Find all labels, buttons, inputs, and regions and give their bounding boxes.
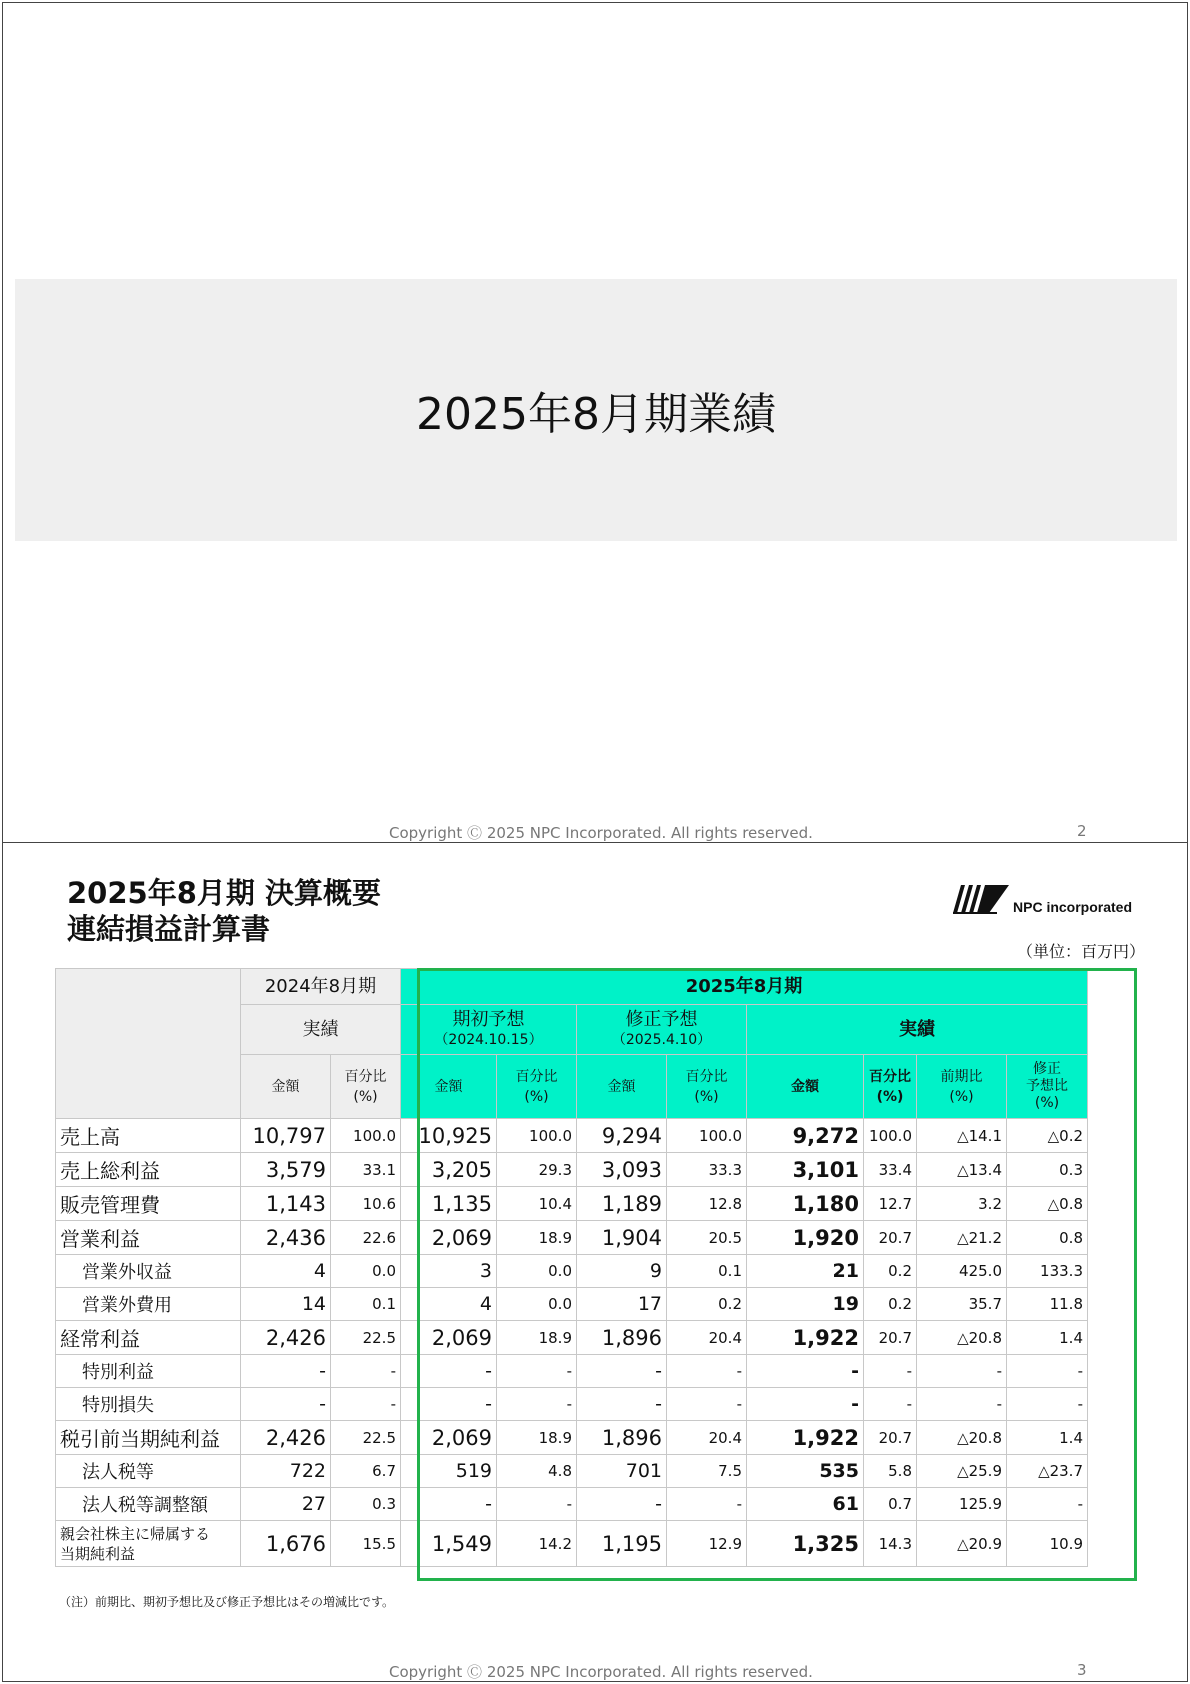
section-title-band [15, 279, 1177, 541]
footnote: （注）前期比、期初予想比及び修正予想比はその増減比です。 [59, 1595, 395, 1609]
cell-initial-ratio: 14.2 [497, 1521, 577, 1567]
heading-line-1: 2025年8月期 決算概要 [67, 876, 381, 910]
col-actual-amount: 金額 [747, 1055, 864, 1119]
cell-revised-amount: 1,195 [577, 1521, 667, 1567]
col-prev-amount: 金額 [241, 1055, 331, 1119]
table-row [56, 1455, 1088, 1488]
cell-initial-ratio: - [497, 1388, 577, 1421]
cell-actual-ratio: 0.2 [864, 1288, 917, 1321]
row-label-line-1: 親会社株主に帰属する [60, 1524, 211, 1543]
cell-prev-ratio: - [331, 1355, 401, 1388]
cell-actual-ratio: 20.7 [864, 1321, 917, 1355]
table-row [56, 1388, 1088, 1421]
cell-initial-amount: 519 [401, 1455, 497, 1488]
cell-prev-ratio: 0.0 [331, 1255, 401, 1288]
cell-prev-amount: 1,676 [241, 1521, 331, 1567]
company-logo [953, 885, 1132, 915]
cell-initial-ratio: 10.4 [497, 1187, 577, 1221]
cell-actual-amount: - [747, 1388, 864, 1421]
cell-initial-amount: - [401, 1388, 497, 1421]
row-label: 税引前当期純利益 [56, 1421, 241, 1455]
cell-revised-amount: - [577, 1388, 667, 1421]
income-statement-table [55, 968, 1088, 1567]
cell-actual-amount: 1,325 [747, 1521, 864, 1567]
cell-prev-amount: 3,579 [241, 1153, 331, 1187]
cell-initial-ratio: 18.9 [497, 1321, 577, 1355]
cell-revised-amount: 3,093 [577, 1153, 667, 1187]
cell-actual-ratio: 20.7 [864, 1221, 917, 1255]
ratio-unit: (%) [524, 1088, 549, 1105]
cell-revised-ratio: 20.5 [667, 1221, 747, 1255]
row-label: 特別損失 [56, 1388, 241, 1421]
row-label: 売上高 [56, 1119, 241, 1153]
cell-revised-amount: 1,896 [577, 1321, 667, 1355]
cell-actual-ratio: 100.0 [864, 1119, 917, 1153]
initial-forecast-date: （2024.10.15） [434, 1031, 543, 1048]
col-initial-amount: 金額 [401, 1055, 497, 1119]
cell-revised-ratio: 33.3 [667, 1153, 747, 1187]
cell-initial-amount: 2,069 [401, 1321, 497, 1355]
cell-actual-amount: 1,922 [747, 1321, 864, 1355]
row-label: 販売管理費 [56, 1187, 241, 1221]
cell-vs-revised: △0.2 [1007, 1119, 1088, 1153]
cell-yoy: △14.1 [917, 1119, 1007, 1153]
ratio-label: 百分比 [685, 1068, 728, 1085]
ratio-unit: (%) [876, 1088, 904, 1105]
cell-initial-amount: 2,069 [401, 1421, 497, 1455]
cell-initial-ratio: 4.8 [497, 1455, 577, 1488]
cell-vs-revised: - [1007, 1388, 1088, 1421]
cell-revised-amount: 1,189 [577, 1187, 667, 1221]
cell-actual-amount: - [747, 1355, 864, 1388]
cell-revised-amount: 1,896 [577, 1421, 667, 1455]
table-row [56, 1288, 1088, 1321]
cell-initial-ratio: 0.0 [497, 1288, 577, 1321]
cell-initial-ratio: 18.9 [497, 1221, 577, 1255]
cell-prev-ratio: 22.5 [331, 1321, 401, 1355]
row-label [56, 1521, 241, 1567]
cell-prev-amount: 10,797 [241, 1119, 331, 1153]
cell-actual-ratio: 0.2 [864, 1255, 917, 1288]
ratio-label: 百分比 [515, 1068, 558, 1085]
cell-prev-ratio: 0.3 [331, 1488, 401, 1521]
cell-revised-amount: 1,904 [577, 1221, 667, 1255]
ratio-unit: (%) [694, 1088, 719, 1105]
cell-prev-amount: 722 [241, 1455, 331, 1488]
col-initial-ratio [497, 1055, 577, 1119]
cell-revised-ratio: 12.9 [667, 1521, 747, 1567]
ratio-unit: (%) [353, 1088, 378, 1105]
cell-prev-amount: 2,426 [241, 1321, 331, 1355]
cell-revised-amount: 9,294 [577, 1119, 667, 1153]
cell-yoy: △20.8 [917, 1421, 1007, 1455]
cell-initial-amount: 3,205 [401, 1153, 497, 1187]
cell-initial-amount: 4 [401, 1288, 497, 1321]
cell-initial-ratio: 18.9 [497, 1421, 577, 1455]
cell-prev-ratio: 100.0 [331, 1119, 401, 1153]
cell-prev-amount: 2,436 [241, 1221, 331, 1255]
cell-initial-amount: 1,549 [401, 1521, 497, 1567]
cell-revised-amount: 701 [577, 1455, 667, 1488]
cell-prev-ratio: 0.1 [331, 1288, 401, 1321]
row-label: 法人税等調整額 [56, 1488, 241, 1521]
yoy-label: 前期比 [940, 1068, 983, 1085]
cell-actual-amount: 1,922 [747, 1421, 864, 1455]
col-yoy [917, 1055, 1007, 1119]
cell-yoy: - [917, 1355, 1007, 1388]
table-row [56, 1421, 1088, 1455]
cell-actual-amount: 61 [747, 1488, 864, 1521]
cell-yoy: △13.4 [917, 1153, 1007, 1187]
header-prev-actual: 実績 [241, 1005, 401, 1055]
cell-initial-amount: 3 [401, 1255, 497, 1288]
cell-actual-amount: 19 [747, 1288, 864, 1321]
cell-prev-ratio: - [331, 1388, 401, 1421]
cell-initial-ratio: 0.0 [497, 1255, 577, 1288]
cell-prev-amount: 14 [241, 1288, 331, 1321]
cell-initial-amount: 1,135 [401, 1187, 497, 1221]
table-body [56, 1119, 1088, 1567]
logo-mark-icon [953, 885, 1009, 915]
cell-actual-amount: 3,101 [747, 1153, 864, 1187]
cell-yoy: 3.2 [917, 1187, 1007, 1221]
header-curr-period: 2025年8月期 [401, 969, 1088, 1005]
revised-forecast-label: 修正予想 [625, 1008, 698, 1030]
header-initial-forecast [401, 1005, 577, 1055]
cell-initial-ratio: 100.0 [497, 1119, 577, 1153]
cell-revised-amount: 9 [577, 1255, 667, 1288]
copyright-text: Copyright Ⓒ 2025 NPC Incorporated. All rights reserved. [389, 824, 813, 842]
table-row [56, 1355, 1088, 1388]
cell-actual-ratio: 33.4 [864, 1153, 917, 1187]
cell-revised-ratio: - [667, 1488, 747, 1521]
header-corner-cell [56, 969, 241, 1119]
cell-yoy: 125.9 [917, 1488, 1007, 1521]
cell-vs-revised: 0.8 [1007, 1221, 1088, 1255]
heading-line-2: 連結損益計算書 [67, 912, 271, 946]
row-label: 営業外費用 [56, 1288, 241, 1321]
table-row [56, 1119, 1088, 1153]
cell-vs-revised: 11.8 [1007, 1288, 1088, 1321]
cell-prev-ratio: 15.5 [331, 1521, 401, 1567]
cell-initial-amount: 10,925 [401, 1119, 497, 1153]
cell-prev-amount: - [241, 1388, 331, 1421]
cell-revised-ratio: 0.2 [667, 1288, 747, 1321]
cell-yoy: △20.8 [917, 1321, 1007, 1355]
cell-actual-ratio: - [864, 1388, 917, 1421]
page-number: 3 [1077, 1661, 1087, 1679]
col-actual-ratio [864, 1055, 917, 1119]
cell-actual-amount: 1,920 [747, 1221, 864, 1255]
cell-initial-amount: - [401, 1355, 497, 1388]
cell-actual-ratio: - [864, 1355, 917, 1388]
ratio-label: 百分比 [344, 1068, 387, 1085]
cell-initial-ratio: - [497, 1488, 577, 1521]
header-prev-period: 2024年8月期 [241, 969, 401, 1005]
cell-vs-revised: △23.7 [1007, 1455, 1088, 1488]
row-label: 特別利益 [56, 1355, 241, 1388]
row-label: 営業利益 [56, 1221, 241, 1255]
slide-section-title [2, 2, 1188, 843]
cell-actual-ratio: 14.3 [864, 1521, 917, 1567]
cell-yoy: 35.7 [917, 1288, 1007, 1321]
vs-revised-label-1: 修正 [1033, 1061, 1061, 1077]
ratio-label: 百分比 [869, 1068, 911, 1085]
cell-prev-amount: 4 [241, 1255, 331, 1288]
table-row [56, 1321, 1088, 1355]
cell-revised-amount: 17 [577, 1288, 667, 1321]
cell-revised-amount: - [577, 1355, 667, 1388]
header-curr-actual: 実績 [747, 1005, 1088, 1055]
row-label: 営業外収益 [56, 1255, 241, 1288]
cell-prev-ratio: 6.7 [331, 1455, 401, 1488]
row-label: 経常利益 [56, 1321, 241, 1355]
cell-yoy: △20.9 [917, 1521, 1007, 1567]
cell-vs-revised: 1.4 [1007, 1421, 1088, 1455]
cell-actual-amount: 9,272 [747, 1119, 864, 1153]
cell-prev-amount: 2,426 [241, 1421, 331, 1455]
cell-vs-revised: △0.8 [1007, 1187, 1088, 1221]
cell-prev-ratio: 10.6 [331, 1187, 401, 1221]
cell-revised-ratio: 7.5 [667, 1455, 747, 1488]
slide-heading [67, 875, 381, 947]
cell-yoy: △21.2 [917, 1221, 1007, 1255]
cell-yoy: 425.0 [917, 1255, 1007, 1288]
copyright-text: Copyright Ⓒ 2025 NPC Incorporated. All rights reserved. [389, 1663, 813, 1681]
cell-revised-amount: - [577, 1488, 667, 1521]
header-revised-forecast [577, 1005, 747, 1055]
cell-vs-revised: - [1007, 1355, 1088, 1388]
vs-revised-unit: (%) [1034, 1095, 1060, 1111]
cell-vs-revised: 133.3 [1007, 1255, 1088, 1288]
cell-initial-amount: - [401, 1488, 497, 1521]
cell-actual-ratio: 5.8 [864, 1455, 917, 1488]
cell-yoy: - [917, 1388, 1007, 1421]
cell-vs-revised: - [1007, 1488, 1088, 1521]
cell-vs-revised: 1.4 [1007, 1321, 1088, 1355]
slide-income-statement [2, 842, 1188, 1682]
cell-initial-ratio: 29.3 [497, 1153, 577, 1187]
col-prev-ratio [331, 1055, 401, 1119]
cell-revised-ratio: 12.8 [667, 1187, 747, 1221]
table-row [56, 1221, 1088, 1255]
cell-revised-ratio: - [667, 1355, 747, 1388]
cell-revised-ratio: 0.1 [667, 1255, 747, 1288]
cell-yoy: △25.9 [917, 1455, 1007, 1488]
table-row [56, 1488, 1088, 1521]
vs-revised-label-2: 予想比 [1026, 1078, 1068, 1094]
cell-prev-amount: 1,143 [241, 1187, 331, 1221]
revised-forecast-date: （2025.4.10） [611, 1031, 712, 1048]
table-row [56, 1153, 1088, 1187]
cell-prev-amount: 27 [241, 1488, 331, 1521]
col-vs-revised [1007, 1055, 1088, 1119]
cell-prev-amount: - [241, 1355, 331, 1388]
cell-revised-ratio: 100.0 [667, 1119, 747, 1153]
cell-actual-amount: 21 [747, 1255, 864, 1288]
cell-vs-revised: 10.9 [1007, 1521, 1088, 1567]
unit-label: （単位：百万円） [1017, 942, 1146, 961]
col-revised-amount: 金額 [577, 1055, 667, 1119]
section-title: 2025年8月期業績 [416, 389, 776, 440]
table-row [56, 1255, 1088, 1288]
row-label: 売上総利益 [56, 1153, 241, 1187]
cell-revised-ratio: - [667, 1388, 747, 1421]
logo-text: NPC incorporated [1013, 899, 1133, 915]
cell-prev-ratio: 33.1 [331, 1153, 401, 1187]
cell-vs-revised: 0.3 [1007, 1153, 1088, 1187]
cell-revised-ratio: 20.4 [667, 1421, 747, 1455]
row-label-line-2: 当期純利益 [60, 1544, 136, 1563]
cell-initial-amount: 2,069 [401, 1221, 497, 1255]
initial-forecast-label: 期初予想 [452, 1008, 525, 1030]
cell-prev-ratio: 22.5 [331, 1421, 401, 1455]
cell-initial-ratio: - [497, 1355, 577, 1388]
cell-actual-amount: 535 [747, 1455, 864, 1488]
cell-prev-ratio: 22.6 [331, 1221, 401, 1255]
cell-revised-ratio: 20.4 [667, 1321, 747, 1355]
cell-actual-amount: 1,180 [747, 1187, 864, 1221]
table-row [56, 1521, 1088, 1567]
yoy-unit: (%) [949, 1088, 974, 1105]
col-revised-ratio [667, 1055, 747, 1119]
cell-actual-ratio: 12.7 [864, 1187, 917, 1221]
page-number: 2 [1077, 822, 1087, 840]
row-label: 法人税等 [56, 1455, 241, 1488]
cell-actual-ratio: 0.7 [864, 1488, 917, 1521]
table-row [56, 1187, 1088, 1221]
cell-actual-ratio: 20.7 [864, 1421, 917, 1455]
